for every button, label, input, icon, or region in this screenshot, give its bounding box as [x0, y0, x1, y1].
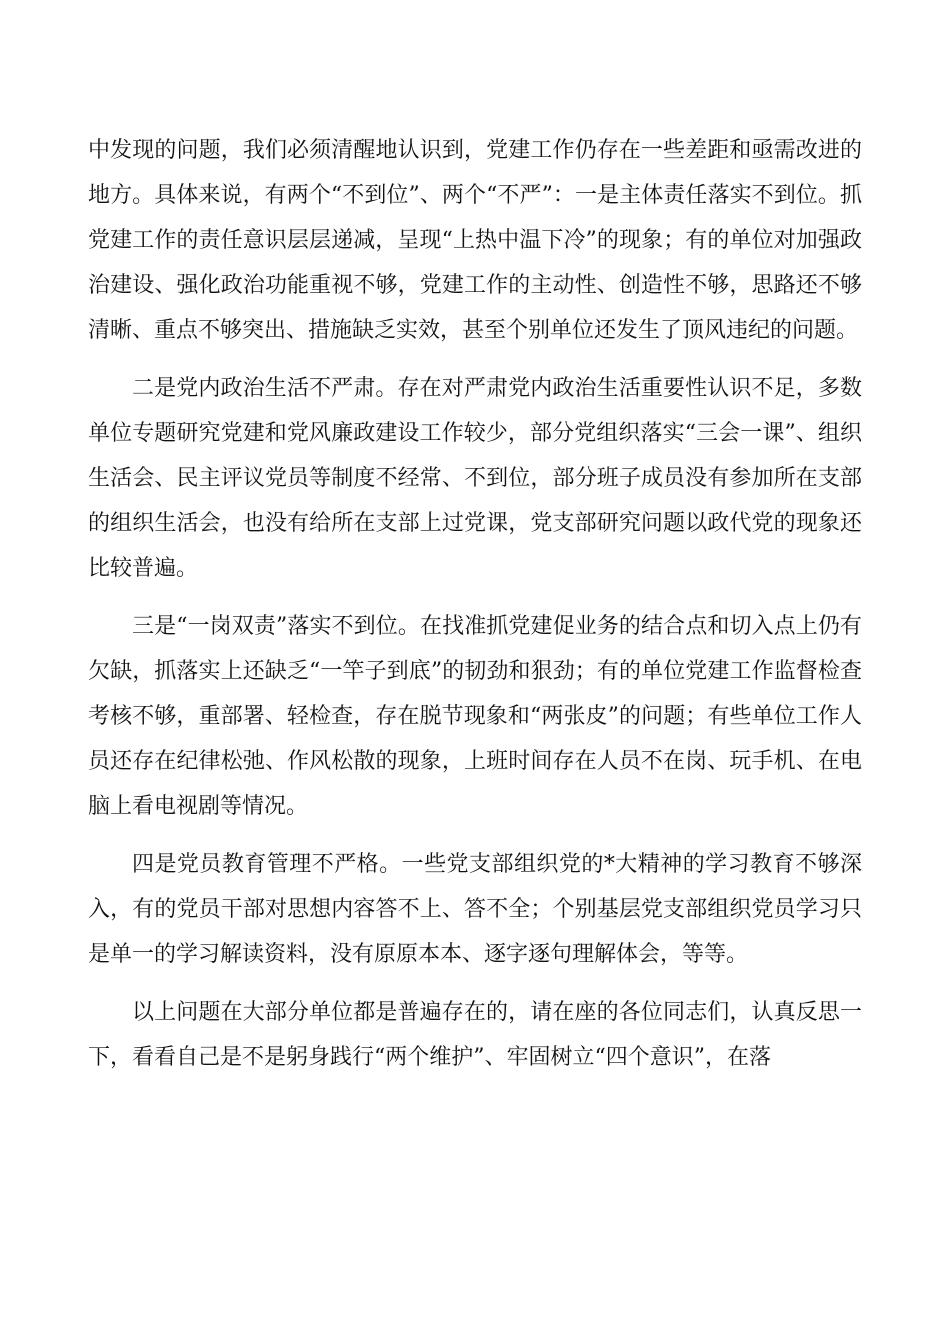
- paragraph-political-life: 二是党内政治生活不严肃。存在对严肃党内政治生活重要性认识不足，多数单位专题研究党建和党风廉政建设工作较少，部分党组织落实“三会一课”、组织生活会、民主评议党员等制度不经常、不到位，部分班子成员没有参加所在支部的组织生活会，也没有给所在支部上过党课，党支部研究问题以政代党的现象还比较普遍。: [88, 376, 862, 581]
- paragraph-continuation: 中发现的问题，我们必须清醒地认识到，党建工作仍存在一些差距和亟需改进的地方。具体来说，有两个“不到位”、两个“不严”：一是主体责任落实不到位。抓党建工作的责任意识层层递减，呈现“上热中温下冷”的现象；有的单位对加强政治建设、强化政治功能重视不够，党建工作的主动性、创造性不够，思路还不够清晰、重点不够突出、措施缺乏实效，甚至个别单位还发生了顶风违纪的问题。: [88, 138, 862, 343]
- paragraph-reflection: 以上问题在大部分单位都是普遍存在的，请在座的各位同志们，认真反思一下，看看自己是不是躬身践行“两个维护”、牢固树立“四个意识”，在落: [88, 1000, 862, 1070]
- paragraph-dual-responsibility: 三是“一岗双责”落实不到位。在找准抓党建促业务的结合点和切入点上仍有欠缺，抓落实上还缺乏“一竿子到底”的韧劲和狠劲；有的单位党建工作监督检查考核不够，重部署、轻检查，存在脱节现象和“两张皮”的问题；有些单位工作人员还存在纪律松弛、作风松散的现象，上班时间存在人员不在岗、玩手机、在电脑上看电视剧等情况。: [88, 614, 862, 819]
- paragraph-education-management: 四是党员教育管理不严格。一些党支部组织党的*大精神的学习教育不够深入，有的党员干部对思想内容答不上、答不全；个别基层党支部组织党员学习只是单一的学习解读资料，没有原原本本、逐字逐句理解体会，等等。: [88, 852, 862, 967]
- document-body: [88, 128, 862, 1093]
